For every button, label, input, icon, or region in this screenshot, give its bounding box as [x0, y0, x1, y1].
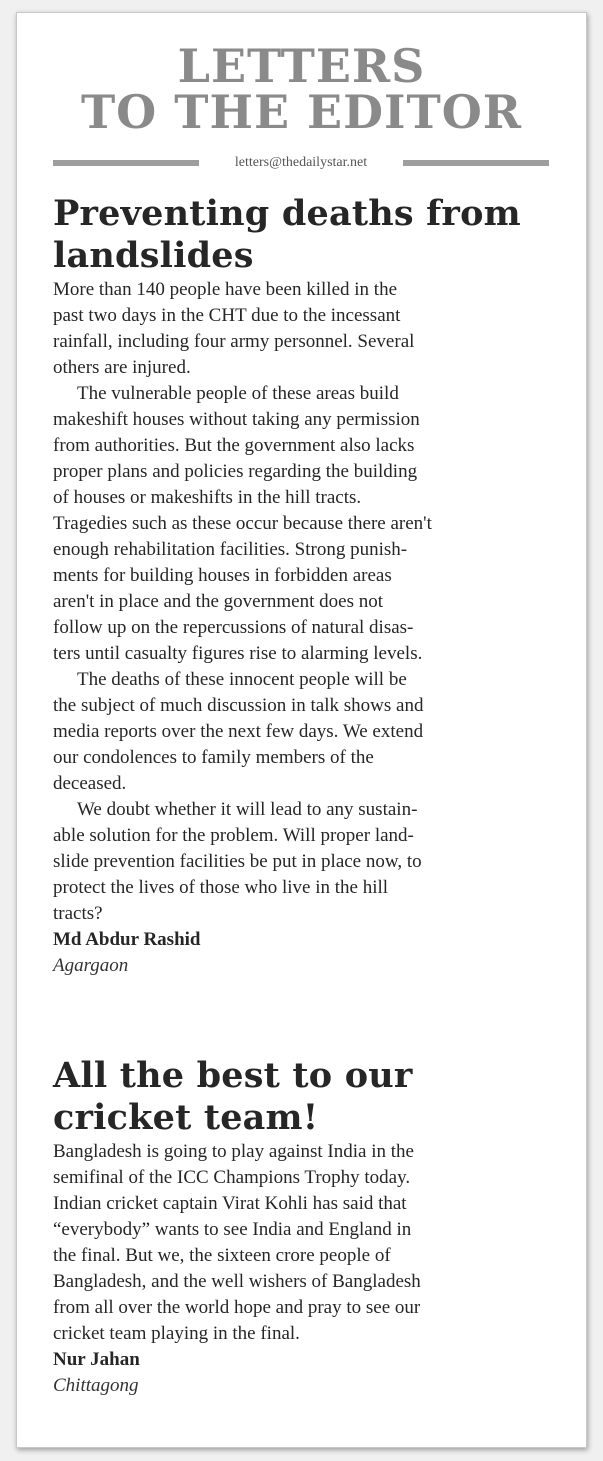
headline-line: Preventing deaths from [53, 193, 521, 234]
text-line: We doubt whether it will lead to any sustain- [77, 799, 418, 820]
masthead-line-2: TO THE EDITOR [80, 85, 523, 139]
text-line: protect the lives of those who live in the hill [53, 877, 389, 898]
headline-line: landslides [53, 235, 254, 276]
letter-paragraph [53, 1139, 563, 1347]
text-line: rainfall, including four army personnel. Several [53, 331, 415, 352]
text-line: The vulnerable people of these areas build [77, 383, 399, 404]
text-line: media reports over the next few days. We extend [53, 721, 424, 742]
newspaper-page [16, 12, 587, 1448]
section-masthead [17, 39, 586, 139]
letter-paragraph [53, 381, 563, 667]
text-line: our condolences to family members of the [53, 747, 374, 768]
text-line: slide prevention facilities be put in place now, to [53, 851, 422, 872]
text-line: deceased. [53, 773, 127, 794]
text-line: tracts? [53, 903, 103, 924]
text-line: follow up on the repercussions of natural disas- [53, 617, 414, 638]
text-line: ters until casualty figures rise to alarming levels. [53, 643, 423, 664]
text-line: enough rehabilitation facilities. Strong punish- [53, 539, 408, 560]
text-line: the subject of much discussion in talk shows and [53, 695, 424, 716]
editor-email: letters@thedailystar.net [234, 155, 368, 170]
letter-headline [53, 1055, 563, 1139]
text-line: makeshift houses without taking any permission [53, 409, 420, 430]
text-line: from all over the world hope and pray to see our [53, 1297, 421, 1318]
headline-line: All the best to our [53, 1055, 413, 1096]
letter-paragraph [53, 797, 563, 927]
letter-location: Chittagong [53, 1375, 139, 1396]
text-line: of houses or makeshifts in the hill tracts. [53, 487, 362, 508]
text-line: Bangladesh, and the well wishers of Bangladesh [53, 1271, 421, 1292]
text-line: past two days in the CHT due to the incessant [53, 305, 401, 326]
text-line: Tragedies such as these occur because there aren't [53, 513, 432, 534]
letter-author: Nur Jahan [53, 1349, 140, 1370]
text-line: More than 140 people have been killed in the [53, 279, 398, 300]
letter-headline [53, 193, 563, 277]
letter-author: Md Abdur Rashid [53, 929, 201, 950]
text-line: from authorities. But the government also lacks [53, 435, 415, 456]
text-line: others are injured. [53, 357, 191, 378]
text-line: ments for building houses in forbidden areas [53, 565, 392, 586]
text-line: Indian cricket captain Virat Kohli has said that [53, 1193, 407, 1214]
text-line: aren't in place and the government does not [53, 591, 384, 612]
letter-location: Agargaon [53, 955, 129, 976]
text-line: cricket team playing in the final. [53, 1323, 300, 1344]
text-line: Bangladesh is going to play against India in the [53, 1141, 414, 1162]
text-line: proper plans and policies regarding the building [53, 461, 418, 482]
text-line: able solution for the problem. Will proper land- [53, 825, 414, 846]
text-line: “everybody” wants to see India and England in [53, 1219, 412, 1240]
letter [53, 1055, 563, 1399]
letter [53, 193, 563, 979]
email-rule [53, 154, 549, 172]
text-line: semifinal of the ICC Champions Trophy today. [53, 1167, 411, 1188]
text-line: The deaths of these innocent people will be [77, 669, 407, 690]
letter-paragraph [53, 667, 563, 797]
letter-paragraph [53, 277, 563, 381]
text-line: the final. But we, the sixteen crore people of [53, 1245, 391, 1266]
headline-line: cricket team! [53, 1097, 319, 1138]
masthead-line-1: LETTERS [177, 39, 426, 93]
